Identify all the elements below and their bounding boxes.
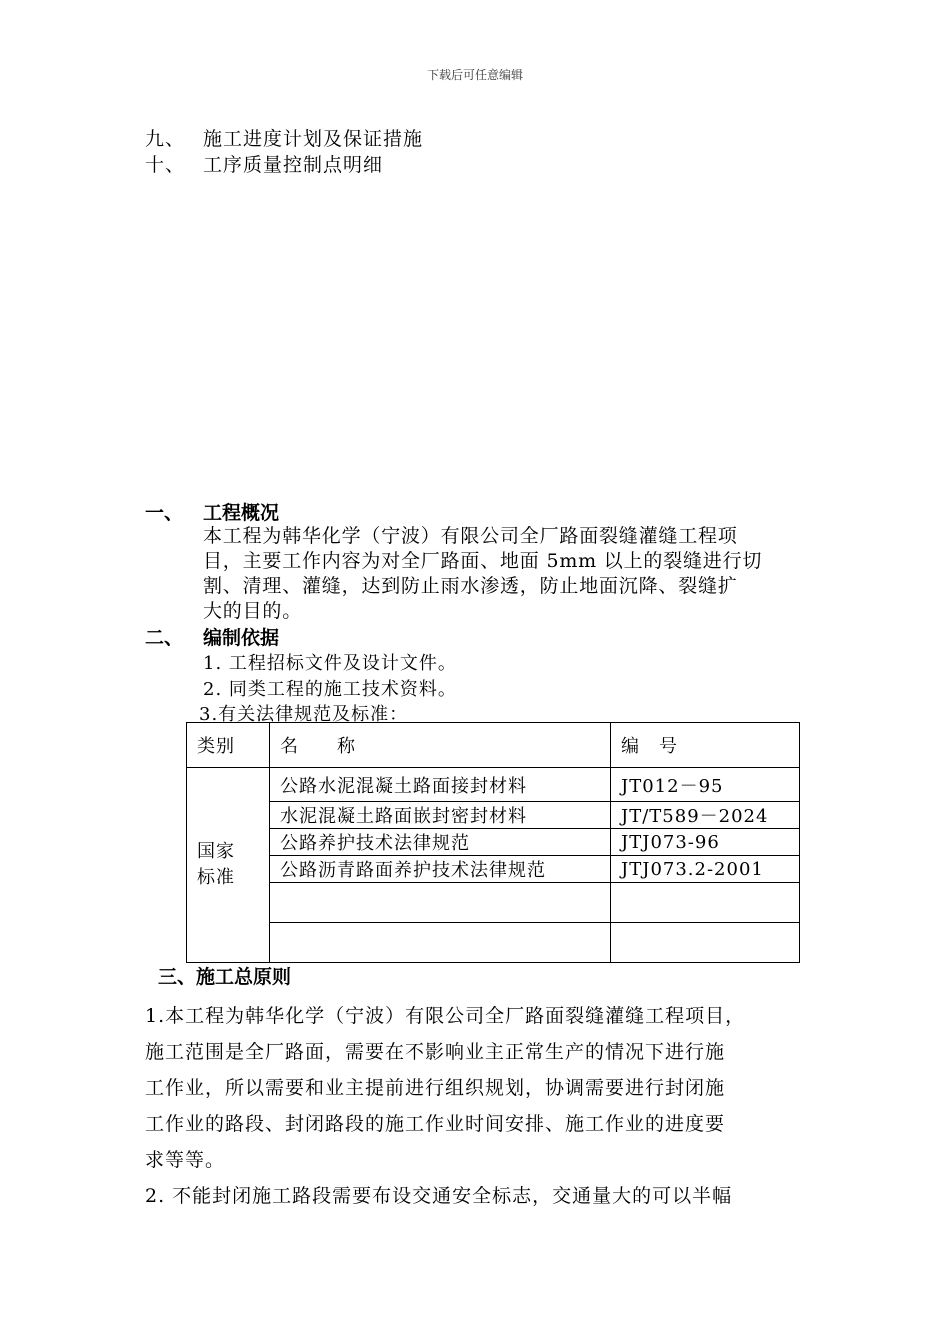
- code-cell: JT/T589－2024: [611, 802, 800, 829]
- section-heading-principles: 三、施工总原则: [158, 966, 292, 988]
- name-cell: 水泥混凝土路面嵌封密封材料: [270, 802, 611, 829]
- code-cell: JTJ073.2-2001: [611, 856, 800, 883]
- paragraph-line: 目，主要工作内容为对全厂路面、地面 5mm 以上的裂缝进行切: [203, 550, 763, 572]
- basis-item: 1. 工程招标文件及设计文件。: [203, 653, 457, 674]
- header-cell-category: 类别: [187, 723, 270, 768]
- category-cell: 国家 标准: [187, 768, 270, 963]
- paragraph-line: 大的目的。: [203, 600, 303, 622]
- code-cell: JTJ073-96: [611, 829, 800, 856]
- section-title: 工程概况: [203, 502, 280, 524]
- section-heading-basis: [145, 623, 279, 650]
- toc-item-number: 十、: [145, 154, 186, 176]
- basis-item: 3.有关法律规范及标准：: [199, 704, 409, 725]
- section-heading-overview: [145, 498, 279, 525]
- paragraph-line: 1.本工程为韩华化学（宁波）有限公司全厂路面裂缝灌缝工程项目，: [145, 1005, 746, 1027]
- overview-paragraph: [203, 524, 813, 624]
- toc-item-title: 工序质量控制点明细: [203, 154, 384, 176]
- code-cell: [611, 923, 800, 963]
- page-header: 下载后可任意编辑: [426, 68, 523, 82]
- toc-item: [145, 150, 383, 177]
- table-row: [187, 768, 800, 802]
- table-header-row: [187, 723, 800, 768]
- code-cell: [611, 883, 800, 923]
- paragraph-line: 施工范围是全厂路面，需要在不影响业主正常生产的情况下进行施: [145, 1041, 726, 1063]
- toc-item-title: 施工进度计划及保证措施: [203, 128, 424, 150]
- table-row: [187, 802, 800, 829]
- table-row: [187, 923, 800, 963]
- table-row: [187, 829, 800, 856]
- paragraph-line: 工作业的路段、封闭路段的施工作业时间安排、施工作业的进度要: [145, 1113, 726, 1135]
- name-cell: [270, 923, 611, 963]
- paragraph-line: 割、清理、灌缝，达到防止雨水渗透，防止地面沉降、裂缝扩: [203, 575, 738, 597]
- name-cell: 公路养护技术法律规范: [270, 829, 611, 856]
- principles-paragraph: [145, 998, 825, 1214]
- header-cell-name: 名 称: [270, 723, 611, 768]
- paragraph-line: 工作业，所以需要和业主提前进行组织规划，协调需要进行封闭施: [145, 1077, 726, 1099]
- table-row: [187, 883, 800, 923]
- paragraph-line: 求等等。: [145, 1149, 226, 1171]
- name-cell: 公路水泥混凝土路面接封材料: [270, 768, 611, 802]
- header-cell-code: 编 号: [611, 723, 800, 768]
- toc-item-number: 九、: [145, 128, 186, 150]
- table-row: [187, 856, 800, 883]
- toc-item: [145, 124, 423, 151]
- code-cell: JT012－95: [611, 768, 800, 802]
- paragraph-line: 2. 不能封闭施工路段需要布设交通安全标志，交通量大的可以半幅: [145, 1185, 733, 1207]
- paragraph-line: 本工程为韩华化学（宁波）有限公司全厂路面裂缝灌缝工程项: [203, 525, 738, 547]
- section-title: 编制依据: [203, 627, 280, 649]
- section-number: 二、: [145, 627, 184, 649]
- standards-table: [186, 722, 800, 963]
- basis-item: 2. 同类工程的施工技术资料。: [203, 679, 457, 700]
- name-cell: 公路沥青路面养护技术法律规范: [270, 856, 611, 883]
- name-cell: [270, 883, 611, 923]
- section-number: 一、: [145, 502, 184, 524]
